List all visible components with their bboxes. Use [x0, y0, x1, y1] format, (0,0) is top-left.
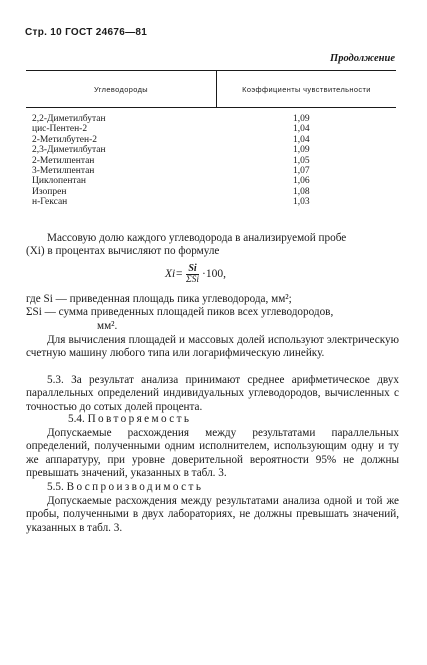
hydrocarbon-name: 2,3-Диметилбутан: [32, 145, 106, 156]
hydrocarbon-name: н-Гексан: [32, 197, 68, 208]
sensitivity-coefficient: 1,08: [293, 186, 310, 197]
hydrocarbon-name: Циклопентан: [32, 176, 87, 187]
section-5-5-number: 5.5.: [47, 481, 64, 493]
formula-lhs: Xi=: [165, 268, 183, 280]
section-5-5-title: Воспроизводимость: [66, 481, 204, 493]
sensitivity-coefficient: 1,09: [293, 145, 310, 156]
table-row: [26, 176, 396, 186]
formula-fraction: [186, 263, 199, 285]
table-body: [26, 108, 396, 208]
sensitivity-coefficient: 1,06: [293, 176, 310, 187]
header-coefficients: Коэффициенты чувствительности: [242, 84, 371, 94]
table-row: [26, 145, 396, 155]
formula-denominator: ΣSi: [185, 275, 200, 285]
sensitivity-coefficient: 1,04: [293, 134, 310, 145]
para1-line2: (Xi) в процентах вычисляют по формуле: [26, 245, 220, 258]
where-line3: мм².: [97, 319, 118, 332]
where-line2: ΣSi — сумма приведенных площадей пиков всех углеводородов,: [26, 306, 334, 319]
paragraph-5-3: 5.3. За результат анализа принимают среднее арифметическое двух параллельных определений индивидуальных углеводородов, вычисленных с точностью до сотых долей процента.: [26, 374, 399, 413]
sensitivity-coefficient: 1,05: [293, 155, 310, 166]
table-row: [26, 124, 396, 134]
hydrocarbon-name: 2-Метилпентан: [32, 155, 95, 166]
table-row: [26, 114, 396, 124]
section-5-4-number: 5.4.: [68, 413, 85, 425]
section-5-4-title: Повторяемость: [87, 413, 192, 425]
table-header: [26, 71, 396, 107]
sensitivity-table: [26, 70, 396, 208]
table-row: [26, 166, 396, 176]
hydrocarbon-name: Изопрен: [32, 186, 67, 197]
formula-rhs: ·100,: [202, 268, 226, 280]
sensitivity-coefficient: 1,04: [293, 124, 310, 135]
table-row: [26, 187, 396, 197]
formula: [165, 263, 226, 285]
table-continued-label: Продолжение: [330, 53, 395, 64]
formula-numerator: Si: [188, 263, 197, 274]
header-hydrocarbons: Углеводороды: [26, 71, 217, 107]
sensitivity-coefficient: 1,03: [293, 197, 310, 208]
hydrocarbon-name: 2,2-Диметилбутан: [32, 114, 106, 124]
hydrocarbon-name: цис-Пентен-2: [32, 124, 88, 135]
paragraph-mass-fraction: [26, 232, 399, 259]
paragraph-repeatability: Допускаемые расхождения между результатами параллельных определений, полученными одним исполнителем, использующим одну и ту же аппаратуру, при уровне доверительной вероятности 95% не должны превышать значений, указанных в табл. 3.: [26, 427, 399, 480]
para1-line1: Массовую долю каждого углеводорода в анализируемой пробе: [47, 232, 347, 244]
where-line1: где Si — приведенная площадь пика углеводорода, мм²;: [26, 293, 292, 305]
section-5-4-heading: [26, 413, 399, 426]
sensitivity-coefficient: 1,09: [293, 114, 310, 124]
running-head: Стр. 10 ГОСТ 24676—81: [25, 27, 148, 38]
table-row: [26, 197, 396, 207]
table-row: [26, 135, 396, 145]
section-5-5-heading: [26, 481, 399, 494]
where-block: [26, 293, 399, 333]
sensitivity-coefficient: 1,07: [293, 165, 310, 176]
paragraph-calculation: Для вычисления площадей и массовых долей используют электрическую счетную машину любого типа или логарифмическую линейку.: [26, 334, 399, 360]
table-row: [26, 156, 396, 166]
paragraph-reproducibility: Допускаемые расхождения между результатами анализа одной и той же пробы, полученными в двух лабораториях, не должны превышать значений, указанных в табл. 3.: [26, 495, 399, 534]
hydrocarbon-name: 3-Метилпентан: [32, 165, 95, 176]
hydrocarbon-name: 2-Метилбутен-2: [32, 134, 98, 145]
